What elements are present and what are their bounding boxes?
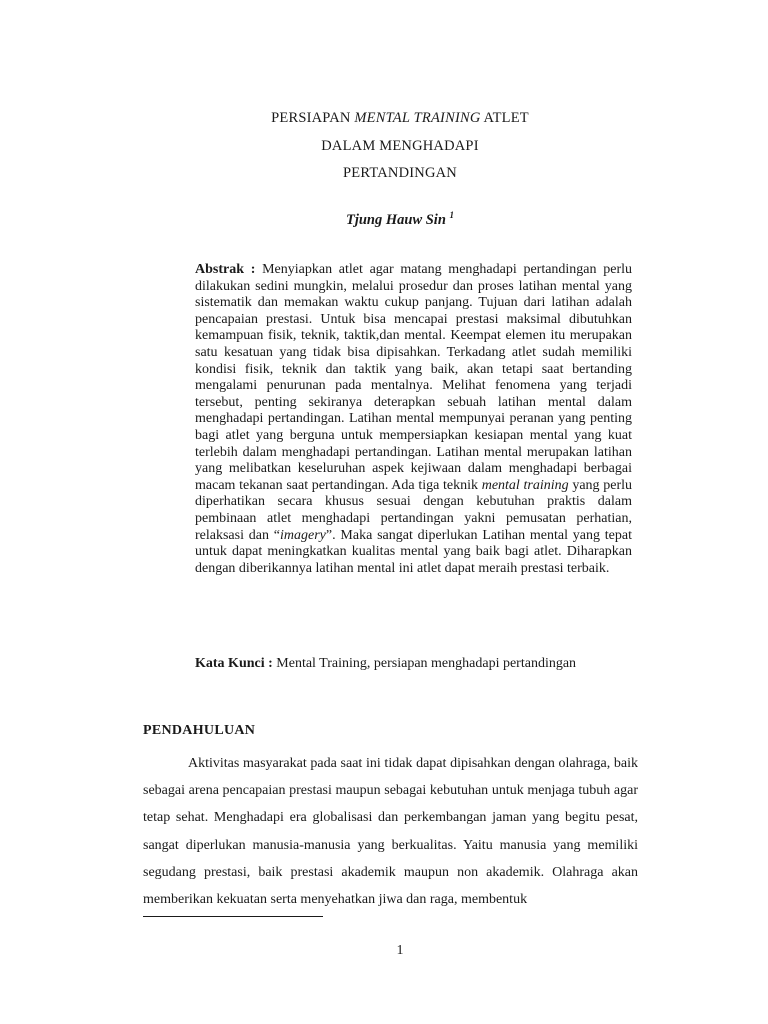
abstract-italic-term-2: imagery (280, 527, 326, 543)
abstract-text-2: yang perlu diperhatikan secara khusus sesuai dengan kebutuhan praktis dalam pembinaan atlet menghadapi pertandingan yakni pemusatan perhatian, relaksasi dan “ (195, 477, 632, 543)
title-italic-phrase: MENTAL TRAINING (354, 110, 481, 126)
author-name: Tjung Hauw Sin (345, 212, 446, 228)
keywords-text: Mental Training, persiapan menghadapi pertandingan (272, 656, 577, 671)
section-heading: PENDAHULUAN (143, 723, 256, 738)
title-line-1-start: PERSIAPAN (271, 110, 355, 126)
abstract-text-3: ”. Maka sangat diperlukan Latihan mental yang tepat untuk dapat meningkatkan kualitas mental yang baik bagi atlet. Diharapkan dengan diberikannya latihan mental ini atlet dapat meraih prestasi terbaik. (195, 527, 632, 576)
title-line-1 (0, 110, 768, 127)
page-number: 1 (396, 943, 404, 958)
footnote-separator (143, 916, 323, 917)
keywords-line (195, 655, 645, 672)
title-line-1-end: ATLET (480, 110, 529, 126)
author-footnote-mark: 1 (449, 210, 455, 220)
title-line-2: DALAM MENGHADAPI (321, 138, 479, 154)
title-line-3: PERTANDINGAN (343, 165, 457, 181)
keywords-label: Kata Kunci : (195, 656, 273, 671)
abstract-text-1: Menyiapkan atlet agar matang menghadapi pertandingan perlu dilakukan sedini mungkin, melalui prosedur dan proses latihan mental yang sistematik dan memakan waktu cukup panjang. Tujuan dari latihan adalah pencapaian prestasi. Untuk bisa mencapai prestasi maksimal dibutuhkan kemampuan fisik, teknik, taktik,dan mental. Keempat elemen itu merupakan satu kesatuan yang tidak bisa dipisahkan. Terkadang atlet sudah memiliki kondisi fisik, teknik dan taktik yang baik, akan tetapi saat bertanding mengalami penurunan pada mentalnya. Melihat fenomena yang terjadi tersebut, penting sekiranya deterapkan sebuah latihan mental dalam menghadapi pertandingan. Latihan mental mempunyai peranan yang penting bagi atlet yang berguna untuk mempersiapkan kesiapan mental yang kuat terlebih dalam menghadapi pertandingan. Latihan mental merupakan latihan yang melibatkan keseluruhan aspek kejiwaan dalam menghadapi berbagai macam tekanan saat pertandingan. Ada tiga teknik (195, 262, 632, 493)
abstract-label: Abstrak : (195, 262, 256, 277)
author-line (0, 210, 768, 229)
body-paragraph: Aktivitas masyarakat pada saat ini tidak dapat dipisahkan dengan olahraga, baik sebagai arena pencapaian prestasi maupun sebagai kebutuhan untuk menjaga tubuh agar tetap sehat. Menghadapi era globalisasi dan perkembangan jaman yang begitu pesat, sangat diperlukan manusia-manusia yang berkualitas. Yaitu manusia yang memiliki segudang prestasi, baik prestasi akademik maupun non akademik. Olahraga akan memberikan kekuatan serta menyehatkan jiwa dan raga, membentuk (143, 756, 638, 908)
abstract-italic-term-1: mental training (481, 477, 569, 493)
abstract-block (195, 262, 632, 577)
